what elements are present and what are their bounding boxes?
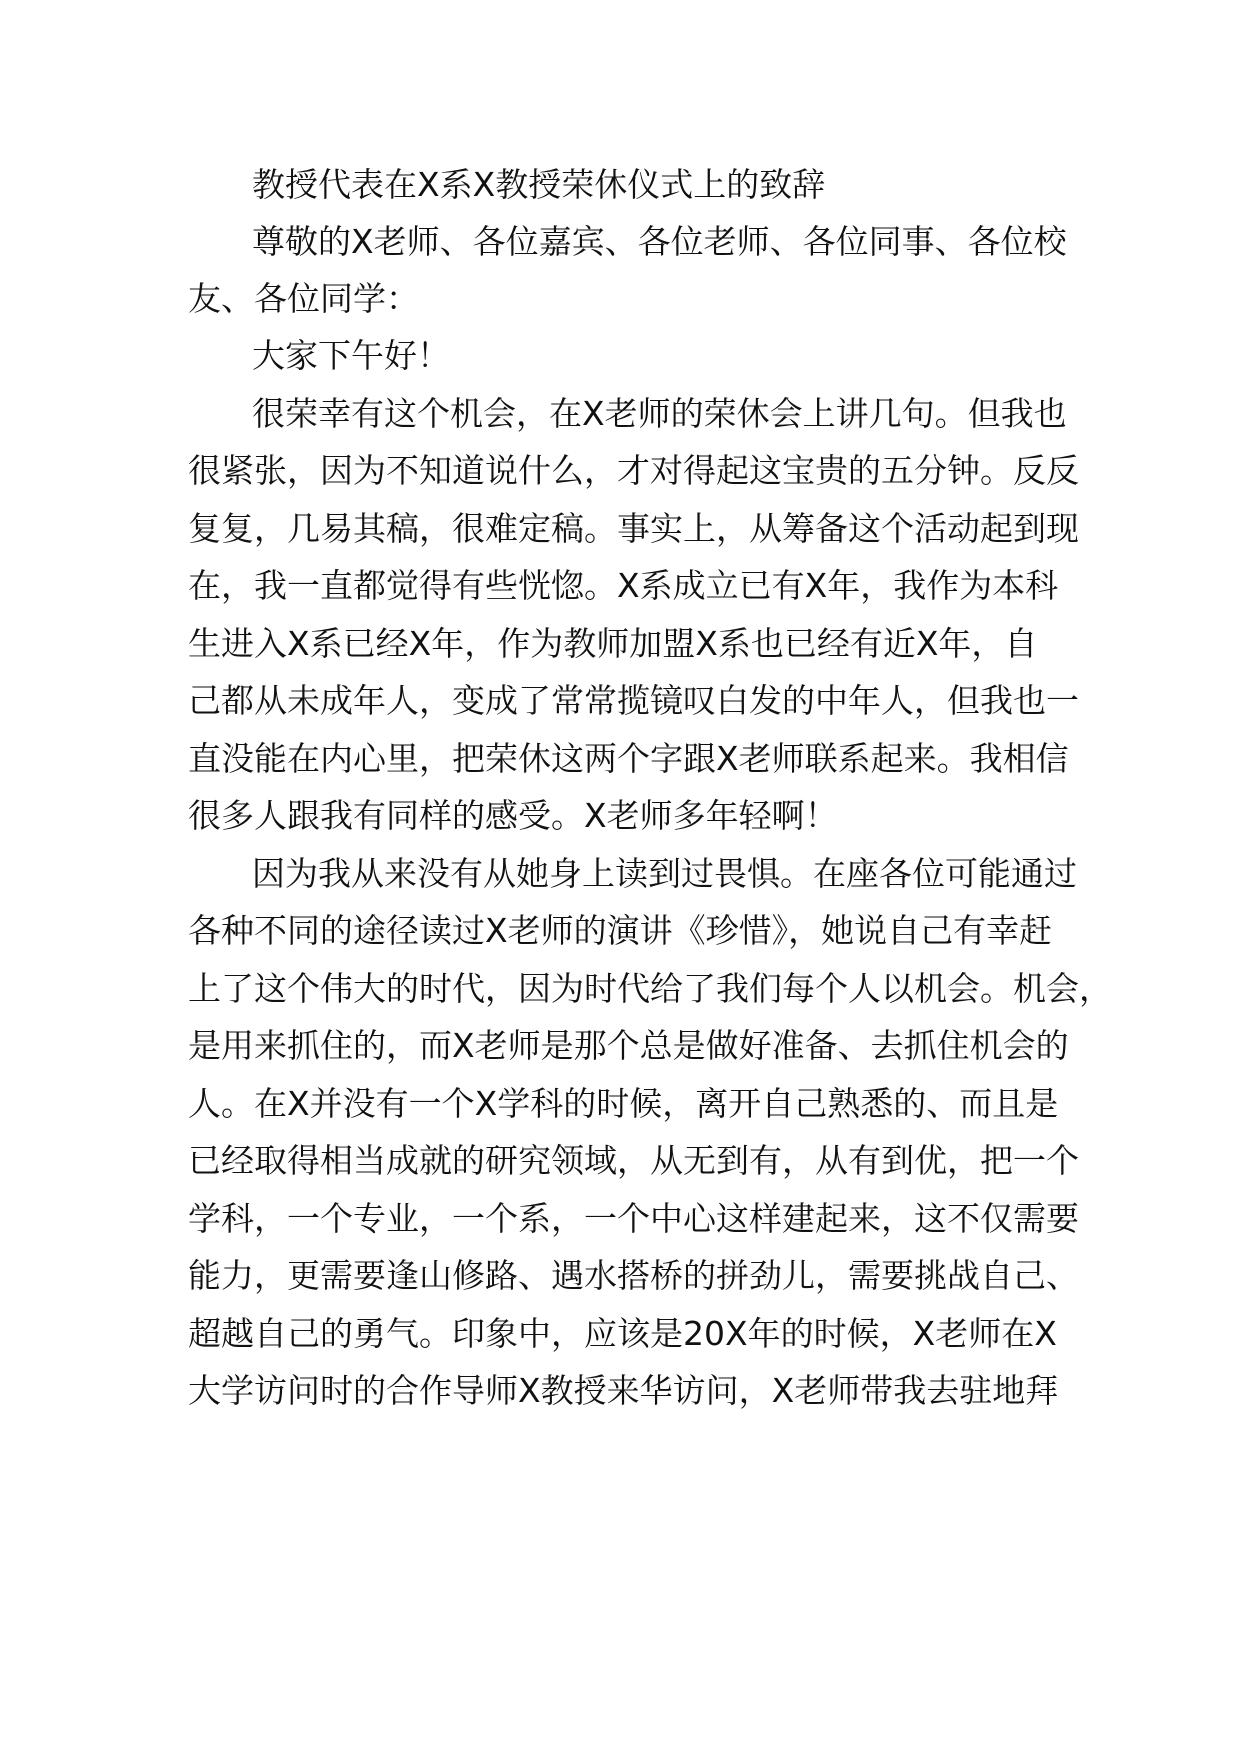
- paragraph-2-line-10: 大学访问时的合作导师X教授来华访问，X老师带我去驻地拜: [188, 1371, 1059, 1410]
- paragraph-2-line-5: 人。在X并没有一个X学科的时候，离开自己熟悉的、而且是: [188, 1084, 1059, 1123]
- paragraph-2-line-2: 各种不同的途径读过X老师的演讲《珍惜》，她说自己有幸赶: [188, 911, 1053, 950]
- greeting-line: 大家下午好！: [252, 336, 450, 375]
- paragraph-2-line-8: 能力，更需要逢山修路、遇水搭桥的拼劲儿，需要挑战自己、: [188, 1256, 1079, 1295]
- paragraph-1-line-3: 复复，几易其稿，很难定稿。事实上，从筹备这个活动起到现: [188, 509, 1079, 548]
- paragraph-2-line-6: 已经取得相当成就的研究领域，从无到有，从有到优，把一个: [188, 1141, 1079, 1180]
- paragraph-2-line-9: 超越自己的勇气。印象中，应该是20X年的时候，X老师在X: [188, 1314, 1057, 1353]
- paragraph-2-line-4: 是用来抓住的，而X老师是那个总是做好准备、去抓住机会的: [188, 1026, 1069, 1065]
- paragraph-1-line-1: 很荣幸有这个机会，在X老师的荣休会上讲几句。但我也: [252, 394, 1067, 433]
- salutation-line-2: 友、各位同学：: [188, 279, 419, 318]
- paragraph-1-line-6: 己都从未成年人，变成了常常揽镜叹白发的中年人，但我也一: [188, 681, 1079, 720]
- paragraph-2-line-7: 学科，一个专业，一个系，一个中心这样建起来，这不仅需要: [188, 1199, 1079, 1238]
- paragraph-1-line-5: 生进入X系已经X年，作为教师加盟X系也已经有近X年，自: [188, 624, 1038, 663]
- paragraph-1-line-2: 很紧张，因为不知道说什么，才对得起这宝贵的五分钟。反反: [188, 451, 1079, 490]
- paragraph-1-line-4: 在，我一直都觉得有些恍惚。X系成立已有X年，我作为本科: [188, 566, 1059, 605]
- paragraph-1-line-8: 很多人跟我有同样的感受。X老师多年轻啊！: [188, 796, 838, 835]
- document-title: 教授代表在X系X教授荣休仪式上的致辞: [252, 165, 826, 204]
- paragraph-1-line-7: 直没能在内心里，把荣休这两个字跟X老师联系起来。我相信: [188, 739, 1069, 778]
- paragraph-2-line-1: 因为我从来没有从她身上读到过畏惧。在座各位可能通过: [252, 854, 1077, 893]
- paragraph-2-line-3: 上了这个伟大的时代，因为时代给了我们每个人以机会。机会，: [188, 969, 1112, 1008]
- salutation-line-1: 尊敬的X老师、各位嘉宾、各位老师、各位同事、各位校: [252, 222, 1067, 261]
